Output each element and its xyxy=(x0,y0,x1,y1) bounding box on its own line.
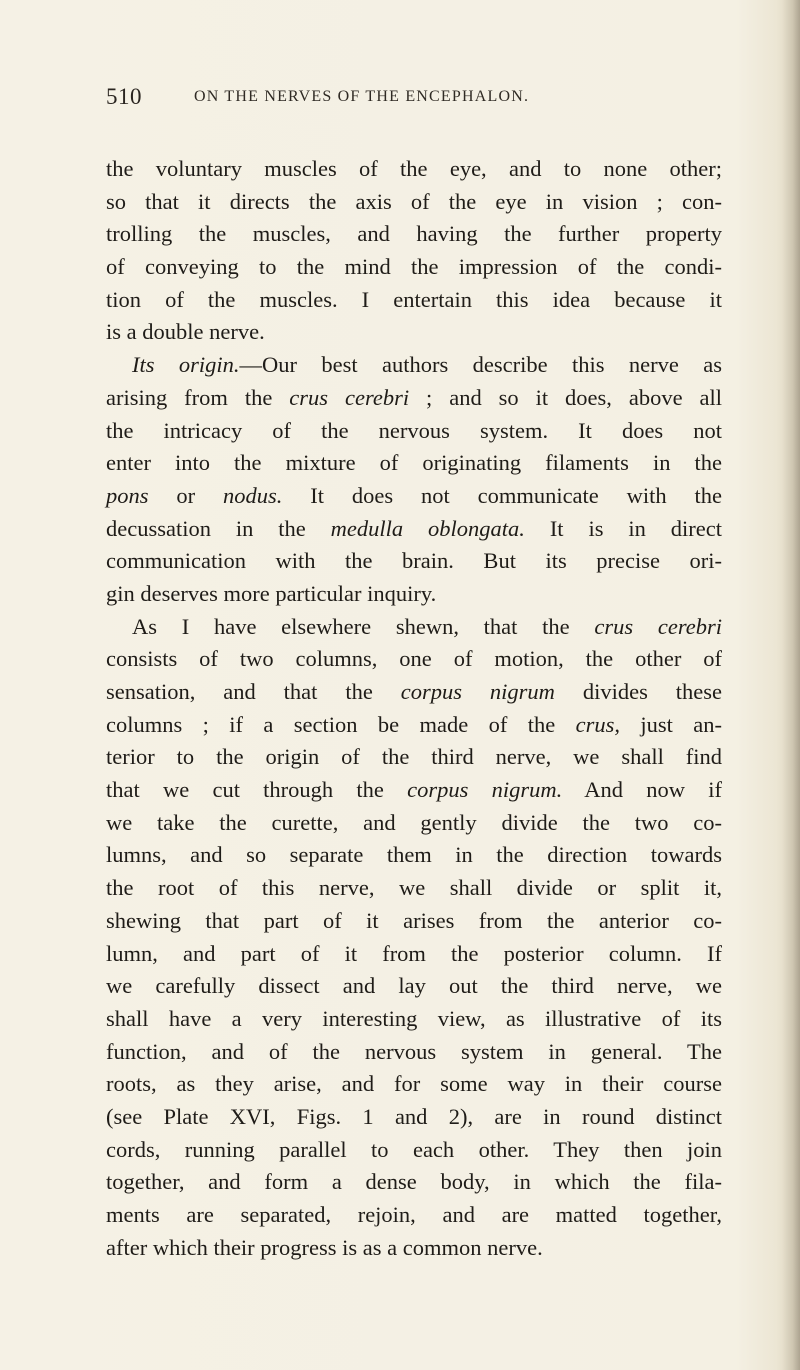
text-run: gin deserves more particular inquiry. xyxy=(106,580,437,606)
text-run: —Our best authors describe this nerve as xyxy=(239,352,722,378)
text-run: enter into the mixture of originating filaments in the xyxy=(106,450,722,476)
text-run: lumn, and part of it from the posterior column. If xyxy=(106,940,722,966)
text-run: ; and so it does, above all xyxy=(409,384,722,410)
text-line xyxy=(106,611,722,644)
text-run: we take the curette, and gently divide the two co- xyxy=(106,809,722,835)
text-line xyxy=(106,774,722,807)
running-head xyxy=(106,84,726,114)
text-line xyxy=(106,1134,722,1167)
text-line xyxy=(106,1199,722,1232)
text-run: that we cut through the xyxy=(106,777,408,803)
text-run: tion of the muscles. I entertain this idea because it xyxy=(106,286,722,312)
text-run: divides these xyxy=(554,679,722,704)
text-run: shewing that part of it arises from the anterior co- xyxy=(106,907,722,933)
text-line xyxy=(106,1101,722,1134)
text-run: trolling the muscles, and having the further property xyxy=(106,221,722,247)
text-line xyxy=(106,1166,722,1199)
text-line xyxy=(106,447,722,480)
text-run: just an- xyxy=(619,711,722,737)
text-run: communication with the brain. But its precise ori- xyxy=(106,548,722,574)
text-run: together, and form a dense body, in which the fila- xyxy=(106,1169,722,1195)
text-line xyxy=(106,153,722,186)
text-run: It is in direct xyxy=(524,515,722,541)
text-line xyxy=(106,905,722,938)
text-line xyxy=(106,709,722,742)
text-run: the intricacy of the nervous system. It does not xyxy=(106,417,722,443)
text-line xyxy=(106,741,722,774)
text-line xyxy=(106,218,722,251)
text-line xyxy=(106,382,722,415)
italic-term: crus, xyxy=(575,711,620,737)
italic-term: corpus nigrum. xyxy=(407,777,563,803)
text-run: cords, running parallel to each other. They then join xyxy=(106,1136,722,1162)
page-number: 510 xyxy=(106,84,142,109)
text-line xyxy=(106,284,722,317)
text-run: As I have elsewhere shewn, that the xyxy=(132,613,595,639)
text-run: is a double nerve. xyxy=(106,319,265,345)
text-run: consists of two columns, one of motion, the other of xyxy=(106,646,722,672)
italic-term: crus cerebri xyxy=(594,613,722,639)
italic-term: medulla oblongata. xyxy=(330,515,525,541)
text-line xyxy=(106,1232,722,1265)
text-line xyxy=(106,1036,722,1069)
text-line xyxy=(106,415,722,448)
text-run: arising from the xyxy=(106,384,290,410)
text-line xyxy=(106,480,722,513)
italic-term: crus cerebri xyxy=(289,384,410,410)
page-edge-shadow xyxy=(782,0,800,1370)
text-run: or xyxy=(148,482,223,508)
text-line xyxy=(106,1003,722,1036)
text-line xyxy=(106,578,722,611)
text-run: columns ; if a section be made of the xyxy=(106,711,576,737)
text-line xyxy=(106,251,722,284)
text-run: (see Plate XVI, Figs. 1 and 2), are in round distinct xyxy=(106,1103,722,1129)
text-line xyxy=(106,545,722,578)
text-run: so that it directs the axis of the eye in vision ; con- xyxy=(106,188,722,214)
text-run: And now if xyxy=(562,777,723,803)
text-run: the voluntary muscles of the eye, and to none other; xyxy=(106,156,722,181)
text-run: we carefully dissect and lay out the third nerve, we xyxy=(106,973,722,999)
text-line xyxy=(106,643,722,676)
text-run: lumns, and so separate them in the direction towards xyxy=(106,842,722,868)
text-run: ments are separated, rejoin, and are matted together, xyxy=(106,1202,722,1227)
italic-term: pons xyxy=(106,482,149,508)
running-title: ON THE NERVES OF THE ENCEPHALON. xyxy=(194,88,530,105)
text-line xyxy=(106,316,722,349)
text-line xyxy=(106,349,722,382)
text-run: decussation in the xyxy=(106,515,331,541)
text-line xyxy=(106,1068,722,1101)
text-run: terior to the origin of the third nerve, we shall find xyxy=(106,744,722,770)
text-line xyxy=(106,970,722,1003)
body-text xyxy=(106,153,722,1264)
italic-term: nodus. xyxy=(223,482,283,508)
text-run: the root of this nerve, we shall divide or split it, xyxy=(106,875,722,901)
text-line xyxy=(106,513,722,546)
italic-term: Its origin. xyxy=(132,352,240,378)
text-run: roots, as they arise, and for some way in their course xyxy=(106,1071,722,1097)
text-run: sensation, and that the xyxy=(106,679,401,704)
text-run: function, and of the nervous system in general. The xyxy=(106,1038,722,1064)
italic-term: corpus nigrum xyxy=(400,679,555,704)
text-run: of conveying to the mind the impression of the condi- xyxy=(106,254,722,280)
text-line xyxy=(106,938,722,971)
text-line xyxy=(106,807,722,840)
text-line xyxy=(106,872,722,905)
text-line xyxy=(106,676,722,709)
text-run: shall have a very interesting view, as illustrative of its xyxy=(106,1005,722,1031)
text-line xyxy=(106,186,722,219)
text-run: after which their progress is as a common nerve. xyxy=(106,1234,543,1260)
text-run: It does not communicate with the xyxy=(282,482,722,508)
text-line xyxy=(106,839,722,872)
